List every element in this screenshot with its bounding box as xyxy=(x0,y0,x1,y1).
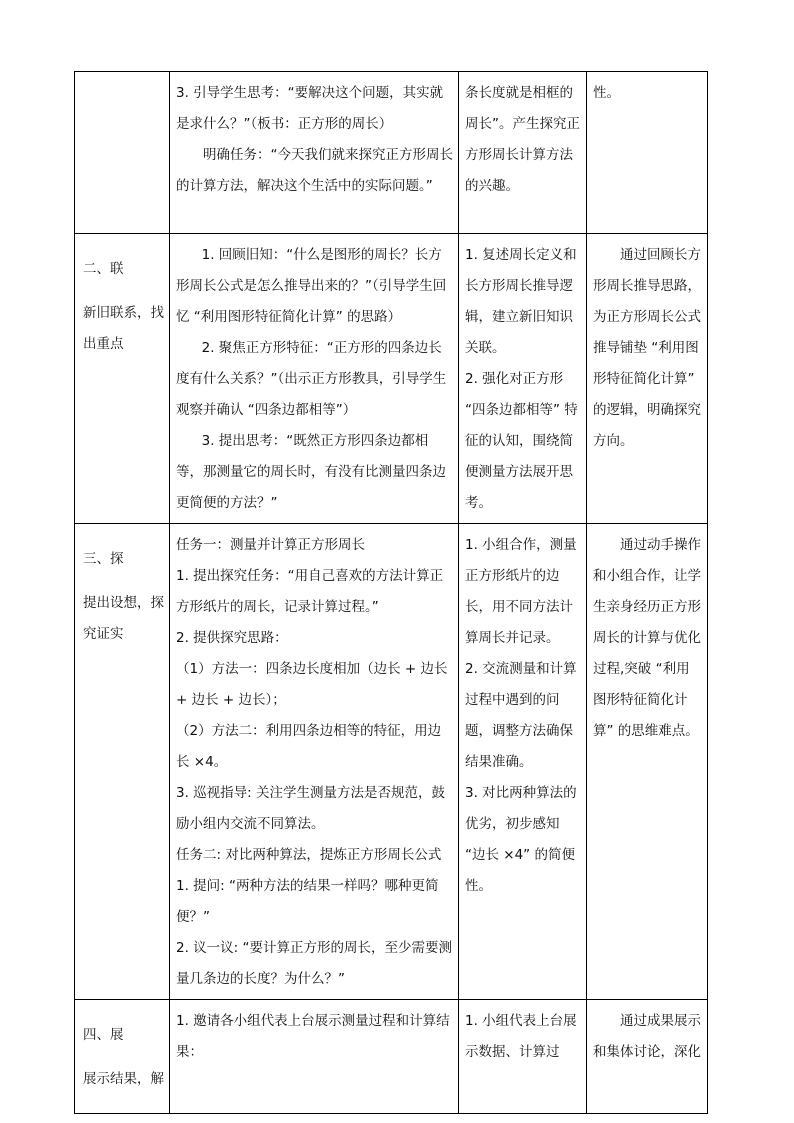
activity-text: 2. 议一议: “要计算正方形的周长，至少需要测量几条边的长度？为什么？” xyxy=(176,940,453,987)
student-text: 2. 强化对正方形 “四条边都相等” 特征的认知，围绕简便测量方法展开思考。 xyxy=(465,371,578,511)
activity-text: 1. 提问: “两种方法的结果一样吗？哪种更简便？” xyxy=(176,878,439,925)
intent-text: 通过回顾长方形周长推导思路，为正方形周长公式推导铺垫 “利用图形特征简化计算” 的逻辑，明确探究方向。 xyxy=(593,247,701,449)
student-activity-cell xyxy=(459,1000,587,1114)
activity-text: 2. 提供探究思路： xyxy=(176,630,288,646)
stage-cell xyxy=(75,234,170,524)
student-activity-cell xyxy=(459,234,587,524)
table-row xyxy=(75,72,708,234)
activity-text: 3. 提出思考：“既然正方形四条边都相等，那测量它的周长时，有没有比测量四条边更简便的方法？” xyxy=(176,433,446,511)
activity-text: （1）方法一：四条边长度相加（边长 + 边长 + 边长 + 边长）； xyxy=(176,661,448,708)
table-row xyxy=(75,1000,708,1114)
student-activity-cell xyxy=(459,524,587,1000)
activity-text: 2. 聚焦正方形特征：“正方形的四条边长度有什么关系？”（出示正方形教具，引导学生观察并确认 “四条边都相等”） xyxy=(176,340,447,418)
intent-text: 通过动手操作和小组合作，让学生亲身经历正方形周长的计算与优化过程,突破 “利用图形特征简化计算” 的思维难点。 xyxy=(593,537,701,739)
design-intent-cell xyxy=(587,1000,708,1114)
student-text: 2. 交流测量和计算过程中遇到的问题，调整方法确保结果准确。 xyxy=(465,661,577,770)
activity-text: 3. 巡视指导: 关注学生测量方法是否规范，鼓励小组内交流不同算法。 xyxy=(176,785,446,832)
design-intent-cell xyxy=(587,234,708,524)
student-text: 条长度就是相框的周长”。产生探究正方形周长计算方法的兴趣。 xyxy=(465,85,580,194)
table-row xyxy=(75,234,708,524)
design-intent-cell xyxy=(587,524,708,1000)
stage-subtitle: 展示结果，解 xyxy=(83,1071,164,1087)
activity-text: 1. 邀请各小组代表上台展示测量过程和计算结果： xyxy=(176,1013,450,1060)
teacher-activity-cell xyxy=(170,72,459,234)
stage-subtitle: 新旧联系，找出重点 xyxy=(83,305,164,352)
teacher-activity-cell xyxy=(170,234,459,524)
lesson-plan-table xyxy=(74,71,708,1114)
student-text: 1. 复述周长定义和长方形周长推导逻辑，建立新旧知识关联。 xyxy=(465,247,577,356)
stage-cell xyxy=(75,524,170,1000)
activity-text: （2）方法二：利用四条边相等的特征，用边长 ×4。 xyxy=(176,723,442,770)
stage-title: 四、展 xyxy=(83,1026,124,1043)
intent-text: 通过成果展示和集体讨论，深化 xyxy=(593,1013,701,1060)
stage-title: 三、探 xyxy=(83,550,124,567)
table-row xyxy=(75,524,708,1000)
stage-cell xyxy=(75,1000,170,1114)
intent-text: 性。 xyxy=(593,85,620,101)
activity-text: 3. 引导学生思考：“要解决这个问题，其实就是求什么？”（板书：正方形的周长） xyxy=(176,85,444,132)
teacher-activity-cell xyxy=(170,1000,459,1114)
activity-text: 任务一：测量并计算正方形周长 xyxy=(176,537,365,553)
teacher-activity-cell xyxy=(170,524,459,1000)
activity-text: 1. 提出探究任务：“用自己喜欢的方法计算正方形纸片的周长，记录计算过程。” xyxy=(176,568,444,615)
activity-text: 任务二: 对比两种算法，提炼正方形周长公式 xyxy=(176,847,442,863)
student-text: 3. 对比两种算法的优劣，初步感知 “边长 ×4” 的简便性。 xyxy=(465,785,577,894)
student-activity-cell xyxy=(459,72,587,234)
activity-text: 1. 回顾旧知：“什么是图形的周长？长方形周长公式是怎么推导出来的？”（引导学生回忆 “利用图形特征简化计算” 的思路） xyxy=(176,247,447,325)
student-text: 1. 小组合作，测量正方形纸片的边长，用不同方法计算周长并记录。 xyxy=(465,537,577,646)
activity-text: 明确任务：“今天我们就来探究正方形周长的计算方法，解决这个生活中的实际问题。” xyxy=(176,147,453,194)
stage-cell xyxy=(75,72,170,234)
student-text: 1. 小组代表上台展示数据、计算过 xyxy=(465,1013,577,1060)
stage-subtitle: 提出设想，探究证实 xyxy=(83,595,164,642)
stage-title: 二、联 xyxy=(83,260,124,277)
design-intent-cell xyxy=(587,72,708,234)
